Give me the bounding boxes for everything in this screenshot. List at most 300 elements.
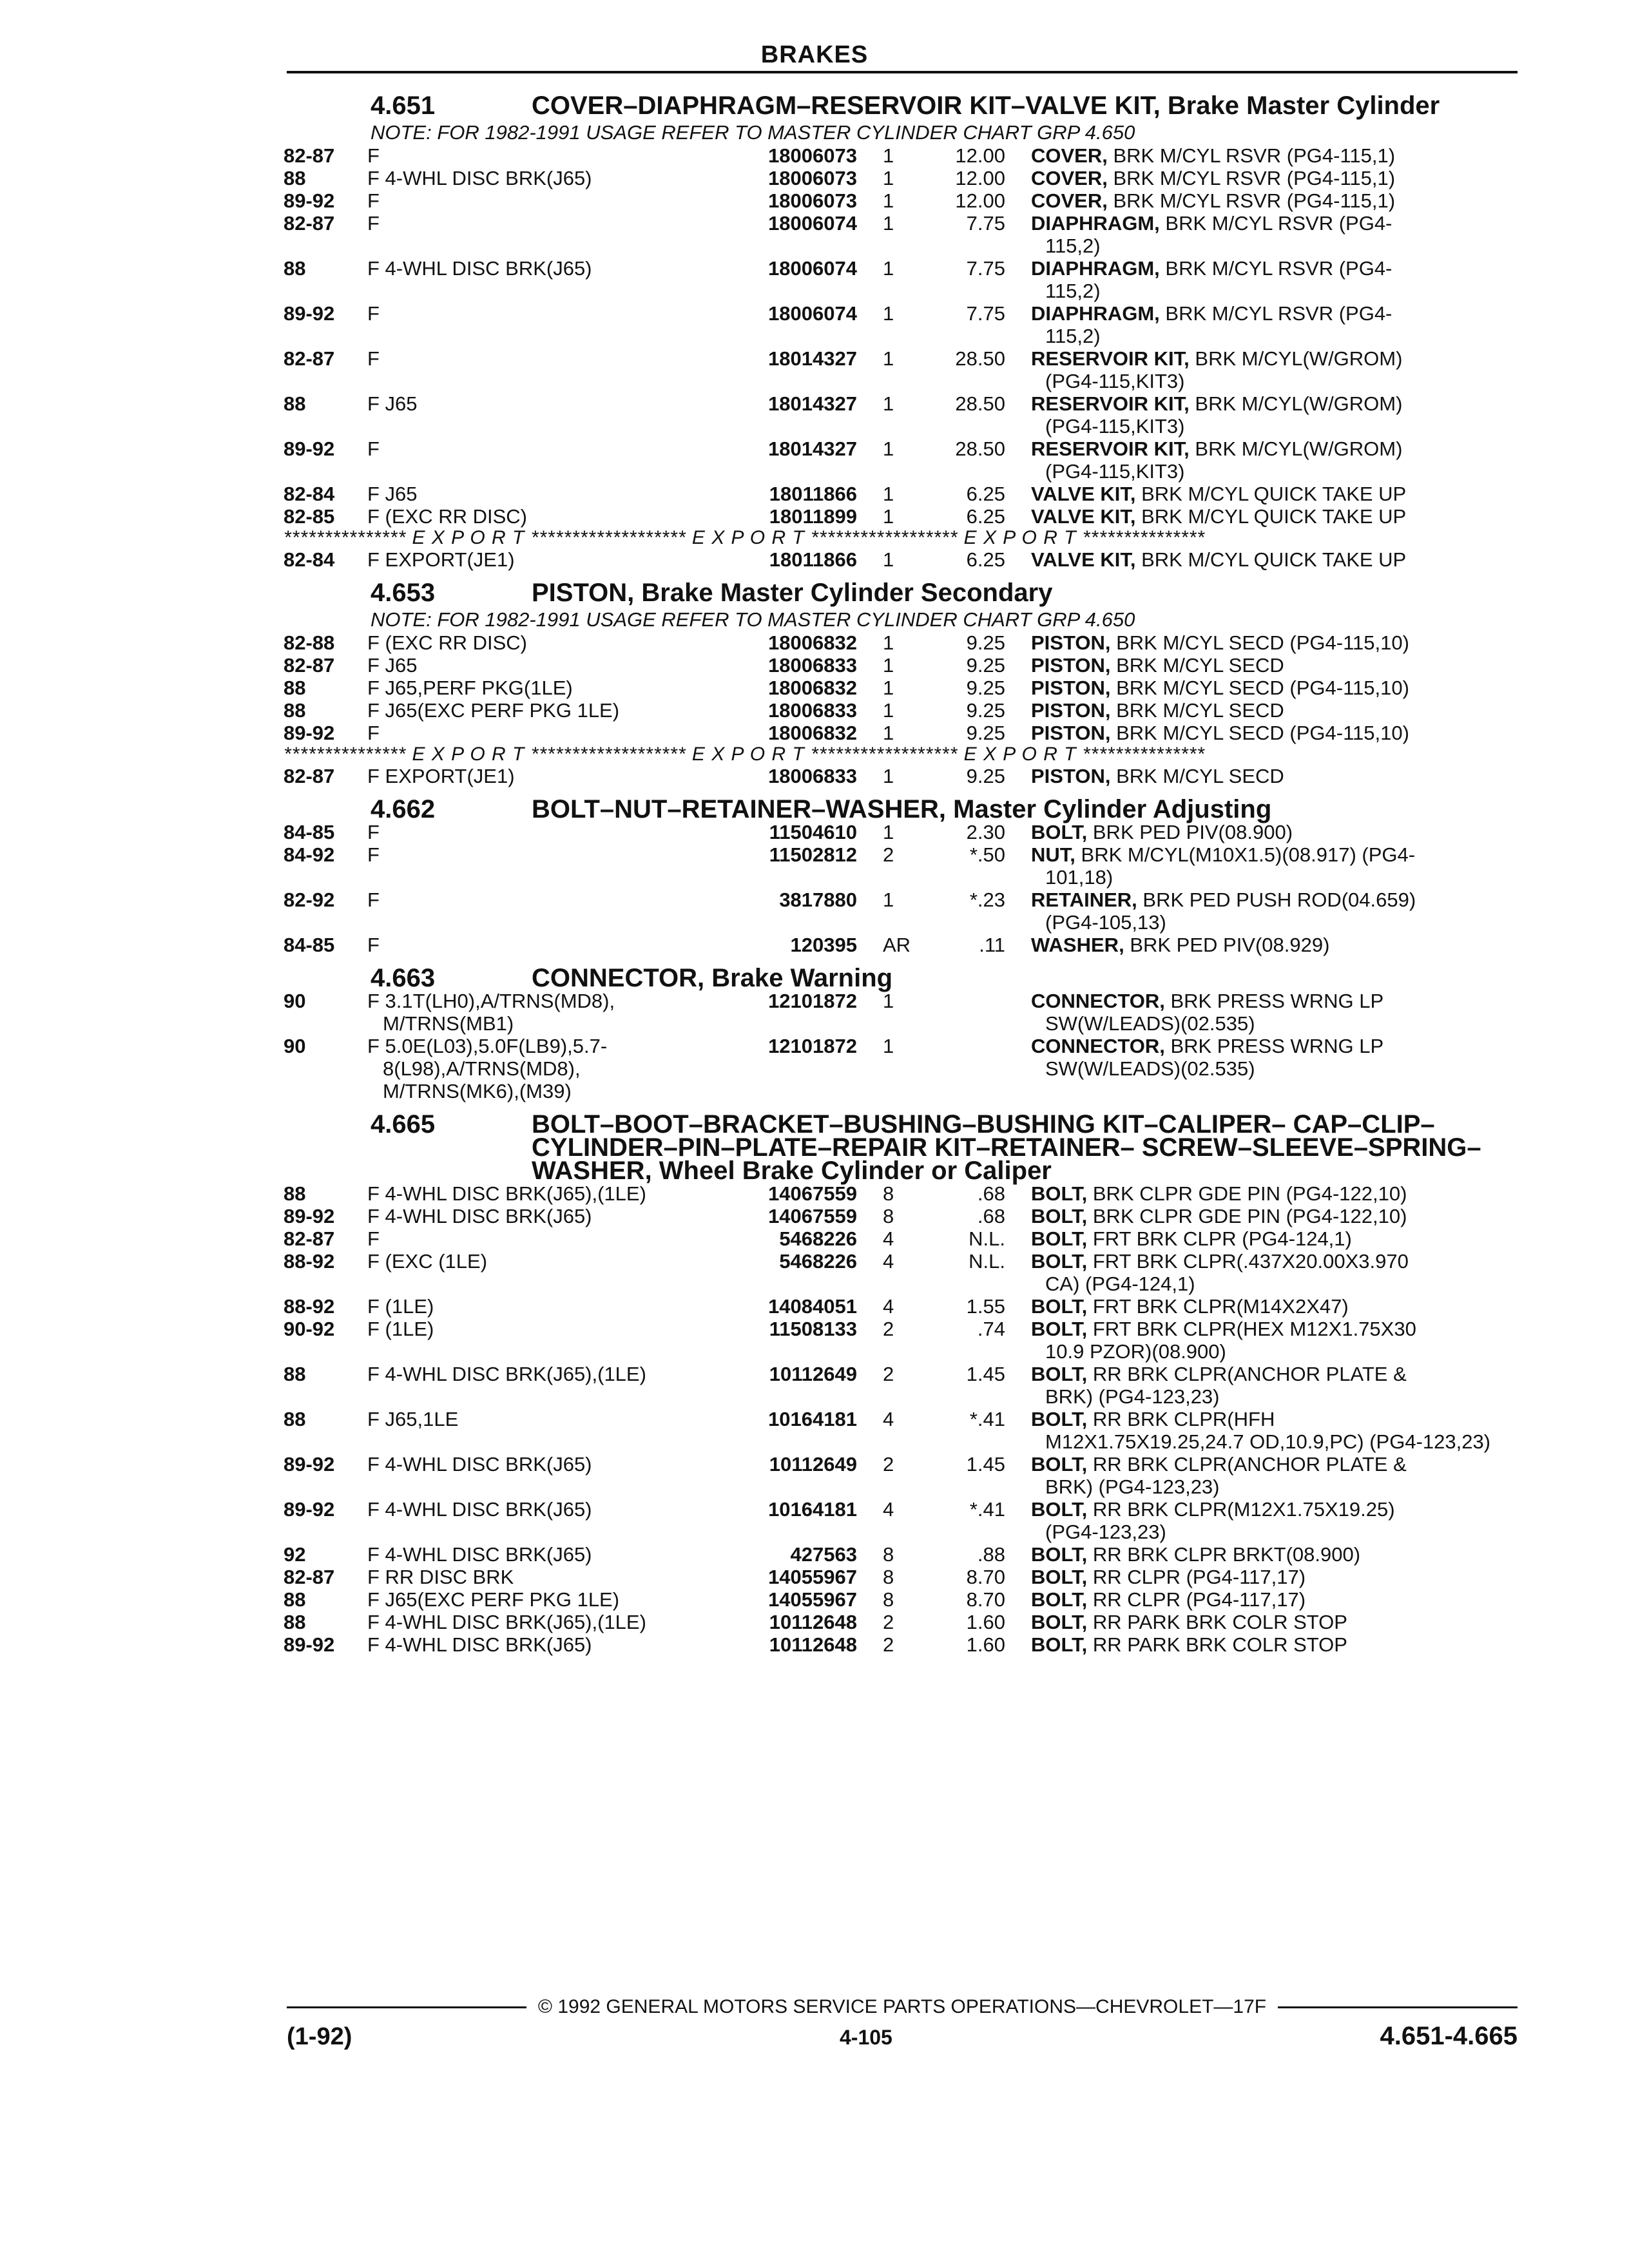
quantity: 1	[883, 677, 894, 699]
usage-line: F 5.0E(L03),5.0F(LB9),5.7-	[367, 1035, 608, 1057]
part-spec-continued: SW(W/LEADS)(02.535)	[1045, 1057, 1255, 1080]
price: 7.75	[966, 257, 1005, 280]
part-number: 18006833	[768, 654, 857, 677]
part-spec-continued: (PG4-115,KIT3)	[1045, 460, 1185, 483]
price: 9.25	[966, 765, 1005, 787]
part-noun: PISTON,	[1031, 699, 1111, 722]
model-years: 89-92	[284, 1633, 335, 1656]
part-spec-continued: 101,18)	[1045, 866, 1113, 889]
part-name	[1005, 1611, 1521, 1633]
usage-line: F 4-WHL DISC BRK(J65),(1LE)	[367, 1363, 646, 1385]
part-number: 14067559	[768, 1182, 857, 1205]
usage-description	[367, 1182, 728, 1205]
part-spec: BRK M/CYL SECD (PG4-115,10)	[1116, 722, 1409, 744]
part-number: 18006073	[768, 144, 857, 167]
model-years: 82-87	[284, 654, 335, 677]
model-years: 88	[284, 1611, 306, 1633]
usage-description	[367, 934, 728, 956]
group-heading	[284, 91, 1521, 120]
header-rule	[287, 71, 1518, 73]
part-spec: BRK M/CYL RSVR (PG4-	[1165, 302, 1393, 325]
usage-line: F	[367, 144, 380, 167]
group-section	[284, 966, 1521, 1102]
price: 28.50	[955, 347, 1005, 370]
part-number: 3817880	[779, 889, 857, 911]
model-years: 88	[284, 1363, 306, 1385]
part-spec: BRK CLPR GDE PIN (PG4-122,10)	[1092, 1182, 1407, 1205]
part-row	[284, 1227, 1521, 1250]
price: *.50	[969, 843, 1005, 866]
part-noun: BOLT,	[1031, 821, 1088, 843]
part-row	[284, 483, 1521, 505]
price: *.41	[969, 1498, 1005, 1521]
part-row	[284, 1363, 1521, 1408]
part-noun: PISTON,	[1031, 654, 1111, 677]
group-number: 4.651	[371, 91, 436, 120]
footer-date: (1-92)	[287, 2023, 352, 2050]
usage-description	[367, 1633, 728, 1656]
price: 2.30	[966, 821, 1005, 843]
model-years: 88	[284, 1588, 306, 1611]
price: *.41	[969, 1408, 1005, 1430]
part-number: 11504610	[769, 821, 857, 843]
quantity: 1	[883, 631, 894, 654]
usage-description	[367, 257, 728, 280]
part-name	[1005, 167, 1521, 189]
group-number: 4.665	[371, 1110, 436, 1139]
model-years: 82-87	[284, 212, 335, 235]
part-name	[1005, 1453, 1521, 1498]
part-spec-continued: (PG4-115,KIT3)	[1045, 415, 1185, 437]
model-years: 89-92	[284, 302, 335, 325]
model-years: 88-92	[284, 1250, 335, 1273]
usage-line: M/TRNS(MB1)	[383, 1012, 514, 1035]
model-years: 82-84	[284, 548, 335, 571]
part-name	[1005, 1035, 1521, 1080]
quantity: 1	[883, 347, 894, 370]
price: 8.70	[966, 1588, 1005, 1611]
part-number: 18006074	[768, 257, 857, 280]
part-row	[284, 1318, 1521, 1363]
part-number: 14084051	[768, 1295, 857, 1318]
part-noun: BOLT,	[1031, 1611, 1088, 1633]
part-noun: BOLT,	[1031, 1453, 1088, 1475]
part-row	[284, 889, 1521, 934]
part-row	[284, 189, 1521, 212]
part-row	[284, 654, 1521, 677]
part-noun: NUT,	[1031, 843, 1075, 866]
price: 12.00	[955, 144, 1005, 167]
part-noun: BOLT,	[1031, 1588, 1088, 1611]
part-noun: BOLT,	[1031, 1227, 1088, 1250]
part-noun: CONNECTOR,	[1031, 990, 1165, 1012]
usage-description	[367, 1227, 728, 1250]
model-years: 88	[284, 392, 306, 415]
model-years: 89-92	[284, 1498, 335, 1521]
quantity: 8	[883, 1205, 894, 1227]
usage-description	[367, 1566, 728, 1588]
price: .74	[977, 1318, 1005, 1340]
part-spec: BRK M/CYL RSVR (PG4-115,1)	[1113, 167, 1396, 189]
model-years: 82-87	[284, 347, 335, 370]
part-spec-continued: (PG4-105,13)	[1045, 911, 1166, 934]
quantity: 4	[883, 1227, 894, 1250]
part-number: 120395	[790, 934, 857, 956]
part-noun: PISTON,	[1031, 677, 1111, 699]
group-number: 4.662	[371, 795, 436, 823]
usage-line: F	[367, 1227, 380, 1250]
part-spec: FRT BRK CLPR(M14X2X47)	[1092, 1295, 1349, 1318]
part-number: 18006074	[768, 212, 857, 235]
part-spec-continued: (PG4-123,23)	[1045, 1521, 1166, 1543]
usage-line: F J65,PERF PKG(1LE)	[367, 677, 573, 699]
model-years: 84-92	[284, 843, 335, 866]
part-row	[284, 1250, 1521, 1295]
quantity: 1	[883, 212, 894, 235]
usage-description	[367, 765, 728, 787]
part-spec: BRK M/CYL RSVR (PG4-	[1165, 212, 1393, 235]
part-row	[284, 1611, 1521, 1633]
part-name	[1005, 1295, 1521, 1318]
quantity: 4	[883, 1498, 894, 1521]
group-note: NOTE: FOR 1982-1991 USAGE REFER TO MASTER CYLINDER CHART GRP 4.650	[371, 121, 1135, 144]
part-number: 11508133	[769, 1318, 857, 1340]
part-number: 12101872	[768, 990, 857, 1012]
price: 28.50	[955, 437, 1005, 460]
group-section	[284, 581, 1521, 787]
part-spec: BRK CLPR GDE PIN (PG4-122,10)	[1092, 1205, 1407, 1227]
price: 9.25	[966, 699, 1005, 722]
usage-line: F	[367, 189, 380, 212]
usage-line: F EXPORT(JE1)	[367, 548, 515, 571]
model-years: 88-92	[284, 1295, 335, 1318]
usage-line: F 4-WHL DISC BRK(J65)	[367, 257, 592, 280]
part-row	[284, 843, 1521, 889]
price: 28.50	[955, 392, 1005, 415]
quantity: 2	[883, 1453, 894, 1475]
export-divider: *************** E X P O R T ******************* E X P O R T ****************** E X P O R T ***************	[284, 744, 1205, 765]
group-heading	[284, 1110, 1521, 1185]
usage-description	[367, 167, 728, 189]
part-spec: BRK M/CYL(W/GROM)	[1195, 437, 1403, 460]
part-name	[1005, 765, 1521, 787]
part-spec: FRT BRK CLPR(.437X20.00X3.970	[1092, 1250, 1409, 1273]
model-years: 90	[284, 990, 306, 1012]
part-row	[284, 1408, 1521, 1453]
part-number: 18014327	[768, 437, 857, 460]
usage-line: F (1LE)	[367, 1295, 434, 1318]
usage-line: F 4-WHL DISC BRK(J65),(1LE)	[367, 1611, 646, 1633]
quantity: 1	[883, 722, 894, 744]
model-years: 82-87	[284, 144, 335, 167]
group-heading	[284, 579, 1521, 607]
model-years: 90-92	[284, 1318, 335, 1340]
usage-line: F 4-WHL DISC BRK(J65)	[367, 1205, 592, 1227]
part-spec: BRK M/CYL QUICK TAKE UP	[1141, 483, 1407, 505]
part-spec-continued: 115,2)	[1045, 280, 1101, 302]
part-row	[284, 1588, 1521, 1611]
part-name	[1005, 654, 1521, 677]
usage-description	[367, 1408, 728, 1430]
model-years: 92	[284, 1543, 306, 1566]
part-number: 18014327	[768, 347, 857, 370]
usage-line: F J65(EXC PERF PKG 1LE)	[367, 699, 620, 722]
quantity: 2	[883, 1633, 894, 1656]
part-spec: BRK M/CYL SECD	[1116, 654, 1284, 677]
part-number: 10164181	[768, 1498, 857, 1521]
part-row	[284, 392, 1521, 437]
usage-line: F J65	[367, 654, 418, 677]
usage-line: F	[367, 212, 380, 235]
part-noun: CONNECTOR,	[1031, 1035, 1165, 1057]
usage-line: F 4-WHL DISC BRK(J65)	[367, 1453, 592, 1475]
part-name	[1005, 722, 1521, 744]
part-noun: DIAPHRAGM,	[1031, 212, 1160, 235]
part-spec: BRK PED PIV(08.900)	[1092, 821, 1293, 843]
quantity: 4	[883, 1250, 894, 1273]
usage-line: F 3.1T(LH0),A/TRNS(MD8),	[367, 990, 615, 1012]
group-title: CONNECTOR, Brake Warning	[532, 964, 893, 992]
quantity: 4	[883, 1408, 894, 1430]
quantity: 1	[883, 483, 894, 505]
part-spec-continued: 10.9 PZOR)(08.900)	[1045, 1340, 1226, 1363]
price: .88	[977, 1543, 1005, 1566]
model-years: 89-92	[284, 1453, 335, 1475]
part-name	[1005, 437, 1521, 483]
part-row	[284, 144, 1521, 167]
usage-description	[367, 189, 728, 212]
usage-line: F	[367, 889, 380, 911]
footer-copyright: © 1992 GENERAL MOTORS SERVICE PARTS OPERATIONS—CHEVROLET—17F	[537, 1996, 1267, 2017]
model-years: 82-92	[284, 889, 335, 911]
part-name	[1005, 990, 1521, 1035]
part-spec: BRK M/CYL QUICK TAKE UP	[1141, 505, 1407, 528]
usage-description	[367, 1295, 728, 1318]
usage-line: F RR DISC BRK	[367, 1566, 514, 1588]
price: 1.45	[966, 1453, 1005, 1475]
quantity: 1	[883, 144, 894, 167]
usage-line: F	[367, 437, 380, 460]
usage-description	[367, 631, 728, 654]
usage-line: F EXPORT(JE1)	[367, 765, 515, 787]
export-divider: *************** E X P O R T ******************* E X P O R T ****************** E X P O R T ***************	[284, 528, 1205, 548]
model-years: 82-87	[284, 1566, 335, 1588]
part-noun: VALVE KIT,	[1031, 483, 1136, 505]
part-name	[1005, 1543, 1521, 1566]
part-noun: RETAINER,	[1031, 889, 1137, 911]
model-years: 82-85	[284, 505, 335, 528]
quantity: 8	[883, 1543, 894, 1566]
price: N.L.	[969, 1227, 1005, 1250]
part-row	[284, 990, 1521, 1035]
quantity: 4	[883, 1295, 894, 1318]
quantity: 2	[883, 1611, 894, 1633]
part-spec-continued: M12X1.75X19.25,24.7 OD,10.9,PC) (PG4-123,23)	[1045, 1430, 1491, 1453]
part-name	[1005, 934, 1521, 956]
group-title: PISTON, Brake Master Cylinder Secondary	[532, 579, 1053, 607]
price: 9.25	[966, 631, 1005, 654]
part-noun: BOLT,	[1031, 1363, 1088, 1385]
part-spec: BRK PRESS WRNG LP	[1170, 1035, 1384, 1057]
usage-description	[367, 1588, 728, 1611]
part-number: 14067559	[768, 1205, 857, 1227]
usage-line: M/TRNS(MK6),(M39)	[383, 1080, 572, 1102]
part-row	[284, 212, 1521, 257]
part-row	[284, 1498, 1521, 1543]
part-spec: BRK PED PUSH ROD(04.659)	[1142, 889, 1416, 911]
part-spec: BRK PED PIV(08.929)	[1130, 934, 1330, 956]
part-name	[1005, 1363, 1521, 1408]
quantity: AR	[883, 934, 911, 956]
part-name	[1005, 1498, 1521, 1543]
usage-line: F 4-WHL DISC BRK(J65)	[367, 1498, 592, 1521]
usage-description	[367, 677, 728, 699]
price: 1.55	[966, 1295, 1005, 1318]
quantity: 1	[883, 654, 894, 677]
part-spec: BRK M/CYL QUICK TAKE UP	[1141, 548, 1407, 571]
usage-description	[367, 212, 728, 235]
usage-line: F	[367, 302, 380, 325]
quantity: 2	[883, 843, 894, 866]
usage-line: F 4-WHL DISC BRK(J65)	[367, 167, 592, 189]
usage-description	[367, 483, 728, 505]
part-noun: COVER,	[1031, 144, 1108, 167]
part-row	[284, 1295, 1521, 1318]
price: 7.75	[966, 302, 1005, 325]
part-name	[1005, 1182, 1521, 1205]
part-spec: RR CLPR (PG4-117,17)	[1092, 1566, 1306, 1588]
part-row	[284, 1633, 1521, 1656]
footer-rule-right	[1278, 2006, 1518, 2008]
group-heading	[284, 966, 1521, 990]
price: 12.00	[955, 189, 1005, 212]
footer-page-number: 4-105	[840, 2026, 892, 2049]
usage-description	[367, 302, 728, 325]
usage-description	[367, 505, 728, 528]
part-spec-continued: (PG4-115,KIT3)	[1045, 370, 1185, 392]
model-years: 82-87	[284, 765, 335, 787]
part-spec: RR BRK CLPR(ANCHOR PLATE &	[1092, 1363, 1407, 1385]
price: 1.60	[966, 1633, 1005, 1656]
part-name	[1005, 189, 1521, 212]
part-spec-continued: SW(W/LEADS)(02.535)	[1045, 1012, 1255, 1035]
part-spec: RR BRK CLPR(HFH	[1092, 1408, 1275, 1430]
part-number: 18006833	[768, 765, 857, 787]
part-spec: RR BRK CLPR BRKT(08.900)	[1092, 1543, 1361, 1566]
group-number: 4.663	[371, 964, 436, 992]
model-years: 89-92	[284, 722, 335, 744]
part-spec: BRK M/CYL RSVR (PG4-	[1165, 257, 1393, 280]
part-noun: BOLT,	[1031, 1295, 1088, 1318]
part-name	[1005, 1227, 1521, 1250]
part-noun: COVER,	[1031, 189, 1108, 212]
price: 12.00	[955, 167, 1005, 189]
group-title: BOLT–NUT–RETAINER–WASHER, Master Cylinder Adjusting	[532, 795, 1272, 823]
part-name	[1005, 144, 1521, 167]
part-spec: FRT BRK CLPR (PG4-124,1)	[1092, 1227, 1352, 1250]
model-years: 89-92	[284, 1205, 335, 1227]
part-spec: BRK M/CYL(W/GROM)	[1195, 392, 1403, 415]
usage-description	[367, 437, 728, 460]
model-years: 84-85	[284, 821, 335, 843]
part-spec-continued: 115,2)	[1045, 235, 1101, 257]
usage-line: F 4-WHL DISC BRK(J65)	[367, 1543, 592, 1566]
usage-description	[367, 1205, 728, 1227]
part-row	[284, 257, 1521, 302]
part-number: 18006832	[768, 722, 857, 744]
quantity: 1	[883, 990, 894, 1012]
part-row	[284, 1205, 1521, 1227]
part-spec: BRK PRESS WRNG LP	[1170, 990, 1384, 1012]
footer-bottom	[287, 2022, 1518, 2051]
usage-description	[367, 1250, 728, 1273]
parts-listing	[284, 84, 1521, 1656]
part-noun: BOLT,	[1031, 1408, 1088, 1430]
part-noun: PISTON,	[1031, 765, 1111, 787]
part-row	[284, 302, 1521, 347]
part-row	[284, 548, 1521, 571]
part-number: 10112648	[769, 1633, 857, 1656]
part-row	[284, 347, 1521, 392]
part-name	[1005, 548, 1521, 571]
part-number: 11502812	[769, 843, 857, 866]
part-row	[284, 1453, 1521, 1498]
quantity: 1	[883, 167, 894, 189]
part-number: 10112648	[769, 1611, 857, 1633]
model-years: 84-85	[284, 934, 335, 956]
part-name	[1005, 1566, 1521, 1588]
part-noun: RESERVOIR KIT,	[1031, 437, 1190, 460]
quantity: 8	[883, 1566, 894, 1588]
part-row	[284, 1566, 1521, 1588]
usage-description	[367, 889, 728, 911]
group-section	[284, 1110, 1521, 1656]
quantity: 1	[883, 392, 894, 415]
usage-line: F	[367, 347, 380, 370]
usage-description	[367, 347, 728, 370]
model-years: 88	[284, 1182, 306, 1205]
part-noun: RESERVOIR KIT,	[1031, 347, 1190, 370]
part-noun: BOLT,	[1031, 1318, 1088, 1340]
usage-description	[367, 699, 728, 722]
part-number: 18011899	[769, 505, 857, 528]
part-noun: RESERVOIR KIT,	[1031, 392, 1190, 415]
usage-line: 8(L98),A/TRNS(MD8),	[383, 1057, 581, 1080]
part-noun: BOLT,	[1031, 1205, 1088, 1227]
part-noun: DIAPHRAGM,	[1031, 302, 1160, 325]
usage-line: F	[367, 843, 380, 866]
model-years: 89-92	[284, 189, 335, 212]
usage-description	[367, 1543, 728, 1566]
part-noun: BOLT,	[1031, 1250, 1088, 1273]
part-row	[284, 677, 1521, 699]
usage-line: F (EXC (1LE)	[367, 1250, 488, 1273]
part-name	[1005, 1205, 1521, 1227]
model-years: 89-92	[284, 437, 335, 460]
usage-description	[367, 1498, 728, 1521]
part-row	[284, 437, 1521, 483]
part-name	[1005, 821, 1521, 843]
usage-line: F 4-WHL DISC BRK(J65)	[367, 1633, 592, 1656]
usage-description	[367, 548, 728, 571]
footer-section-range: 4.651-4.665	[1380, 2022, 1518, 2050]
part-number: 5468226	[779, 1227, 857, 1250]
group-number: 4.653	[371, 579, 436, 607]
usage-description	[367, 392, 728, 415]
part-number: 14055967	[768, 1588, 857, 1611]
part-name	[1005, 1318, 1521, 1363]
usage-line: F J65	[367, 392, 418, 415]
